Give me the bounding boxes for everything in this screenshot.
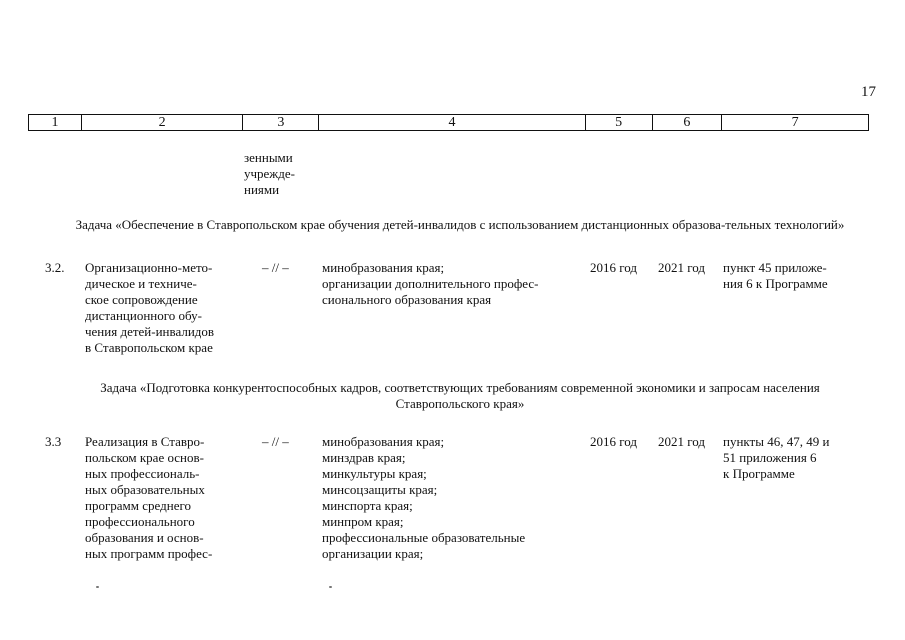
- row-agencies: [322, 434, 584, 562]
- agency-line: минспорта края;: [322, 498, 413, 513]
- name-line: ных образовательных: [85, 482, 205, 497]
- agency-line: сионального образования края: [322, 292, 492, 307]
- agency-line: организации края;: [322, 546, 424, 561]
- row-executor: – // –: [262, 260, 289, 275]
- column-header-4: 4: [319, 115, 585, 130]
- column-header-5: 5: [586, 115, 653, 130]
- agency-line: минсоцзащиты края;: [322, 482, 438, 497]
- column-header-1: 1: [29, 115, 82, 130]
- column-header-7: 7: [791, 115, 799, 130]
- row-end-year: 2021 год: [658, 434, 705, 449]
- row-number: 3.2.: [45, 260, 65, 275]
- agency-line: профессиональные образовательные: [322, 530, 526, 545]
- reference-line: к Программе: [723, 466, 795, 481]
- name-line: чения детей-инвалидов: [85, 324, 215, 339]
- column-header-2: 2: [82, 115, 244, 130]
- name-line: ных программ профес-: [85, 546, 213, 561]
- name-line: ское сопровождение: [85, 292, 198, 307]
- scan-artifact: [96, 586, 99, 588]
- reference-line: пункт 45 приложе-: [723, 260, 827, 275]
- continuation-line: учрежде-: [244, 166, 296, 181]
- continuation-col3: [244, 150, 319, 198]
- name-line: образования и основ-: [85, 530, 204, 545]
- continuation-line: зенными: [244, 150, 293, 165]
- reference-line: пункты 46, 47, 49 и: [723, 434, 830, 449]
- row-name: [85, 260, 238, 356]
- name-line: ных профессиональ-: [85, 466, 200, 481]
- agency-line: минпром края;: [322, 514, 404, 529]
- name-line: программ среднего: [85, 498, 191, 513]
- row-agencies: [322, 260, 584, 308]
- name-line: профессионального: [85, 514, 195, 529]
- agency-line: минкультуры края;: [322, 466, 427, 481]
- row-number: 3.3: [45, 434, 62, 449]
- agency-line: минобразования края;: [322, 260, 445, 275]
- row-start-year: 2016 год: [590, 260, 637, 275]
- name-line: дическое и техниче-: [85, 276, 197, 291]
- name-line: в Ставропольском крае: [85, 340, 213, 355]
- reference-line: ния 6 к Программе: [723, 276, 828, 291]
- continuation-line: ниями: [244, 182, 280, 197]
- row-executor: – // –: [262, 434, 289, 449]
- task-heading: Задача «Обеспечение в Ставропольском крае обучения детей-инвалидов с использованием дистанционных образова-тельных технологий»: [75, 217, 845, 232]
- row-start-year: 2016 год: [590, 434, 637, 449]
- scan-artifact: [329, 586, 332, 588]
- row-end-year: 2021 год: [658, 260, 705, 275]
- page-number: 17: [861, 84, 876, 100]
- agency-line: минздрав края;: [322, 450, 406, 465]
- name-line: дистанционного обу-: [85, 308, 202, 323]
- agency-line: организации дополнительного профес-: [322, 276, 539, 291]
- agency-line: минобразования края;: [322, 434, 445, 449]
- column-header-row: [28, 114, 869, 131]
- reference-line: 51 приложения 6: [723, 450, 817, 465]
- column-header-6: 6: [653, 115, 723, 130]
- row-reference: [723, 260, 863, 292]
- row-name: [85, 434, 238, 562]
- task-heading: Задача «Подготовка конкурентоспособных кадров, соответствующих требованиям современной экономики и запросам населения Ставропольского края»: [100, 380, 820, 411]
- name-line: польском крае основ-: [85, 450, 204, 465]
- name-line: Организационно-мето-: [85, 260, 213, 275]
- row-reference: [723, 434, 863, 482]
- column-header-3: 3: [243, 115, 319, 130]
- name-line: Реализация в Ставро-: [85, 434, 205, 449]
